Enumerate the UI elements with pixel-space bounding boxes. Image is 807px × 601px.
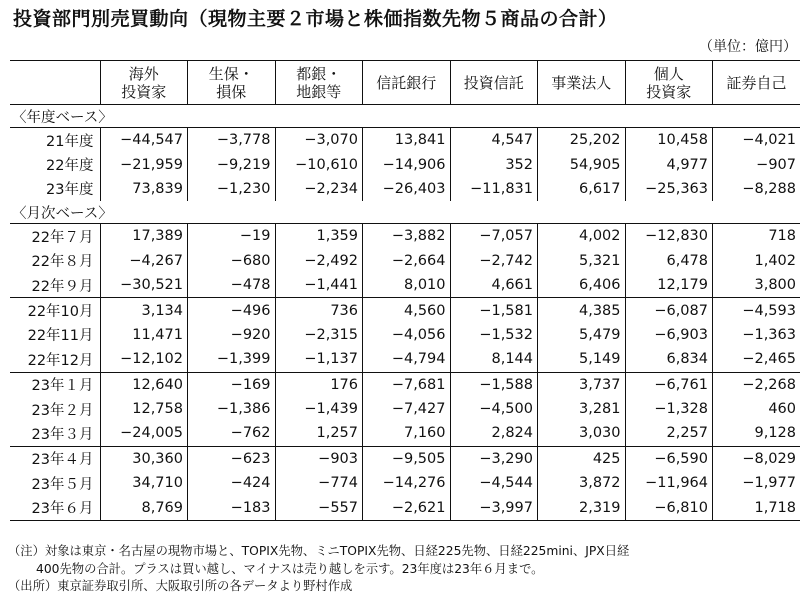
value-cell: −2,664 xyxy=(363,249,451,273)
value-cell: −903 xyxy=(275,446,363,471)
value-cell: −907 xyxy=(713,152,801,176)
source-line: （出所）東京証券取引所、大阪取引所の各データより野村作成 xyxy=(8,579,353,593)
row-label: 23年４月 xyxy=(10,446,100,471)
row-label: 23年６月 xyxy=(10,495,100,520)
value-cell: −1,441 xyxy=(275,273,363,298)
value-cell: −3,882 xyxy=(363,224,451,249)
section-row xyxy=(10,105,800,128)
value-cell: 8,010 xyxy=(363,273,451,298)
value-cell: −4,056 xyxy=(363,323,451,347)
value-cell: 1,402 xyxy=(713,249,801,273)
value-cell: 3,872 xyxy=(538,471,626,495)
row-label: 22年10月 xyxy=(10,298,100,323)
value-cell: 2,319 xyxy=(538,495,626,520)
value-cell: 4,547 xyxy=(450,128,538,153)
value-cell: −6,590 xyxy=(625,446,713,471)
value-cell: 25,202 xyxy=(538,128,626,153)
row-label: 22年12月 xyxy=(27,352,94,369)
value-cell: −1,363 xyxy=(713,323,801,347)
value-cell: 718 xyxy=(713,224,801,249)
value-cell: −557 xyxy=(275,495,363,520)
value-cell: −1,386 xyxy=(188,397,276,421)
value-cell: 3,737 xyxy=(538,372,626,397)
value-cell: −7,057 xyxy=(450,224,538,249)
column-header: 証券自己 xyxy=(713,61,801,105)
value-cell: −920 xyxy=(188,323,276,347)
row-label: 23年１月 xyxy=(10,372,100,397)
row-label: 22年７月 xyxy=(31,229,94,246)
column-header: 海外 投資家 xyxy=(100,61,188,105)
value-cell: −1,588 xyxy=(450,372,538,397)
column-header: 信託銀行 xyxy=(363,61,451,105)
value-cell: 736 xyxy=(275,298,363,323)
table-row xyxy=(10,446,800,471)
value-cell: −2,492 xyxy=(275,249,363,273)
value-cell: 12,179 xyxy=(625,273,713,298)
value-cell: −4,593 xyxy=(713,298,801,323)
value-cell: −9,219 xyxy=(188,152,276,176)
value-cell: −1,581 xyxy=(450,298,538,323)
value-cell: −8,029 xyxy=(713,446,801,471)
row-label: 21年度 xyxy=(46,133,94,150)
value-cell: 2,824 xyxy=(450,421,538,446)
value-cell: −2,234 xyxy=(275,177,363,201)
table-row xyxy=(10,224,800,249)
value-cell: −3,997 xyxy=(450,495,538,520)
value-cell: −1,439 xyxy=(275,397,363,421)
value-cell: −26,403 xyxy=(363,177,451,201)
value-cell: −623 xyxy=(188,446,276,471)
trading-table xyxy=(10,60,800,521)
value-cell: −2,621 xyxy=(363,495,451,520)
value-cell: −25,363 xyxy=(625,177,713,201)
value-cell: −14,906 xyxy=(363,152,451,176)
header-corner xyxy=(10,61,100,105)
row-label: 22年11月 xyxy=(27,328,94,345)
value-cell: −762 xyxy=(188,421,276,446)
value-cell: −24,005 xyxy=(100,421,188,446)
value-cell: −1,328 xyxy=(625,397,713,421)
value-cell: 4,002 xyxy=(538,224,626,249)
value-cell: 4,560 xyxy=(363,298,451,323)
value-cell: −4,500 xyxy=(450,397,538,421)
value-cell: 1,359 xyxy=(275,224,363,249)
value-cell: 4,661 xyxy=(450,273,538,298)
value-cell: 425 xyxy=(538,446,626,471)
table-row xyxy=(10,298,800,323)
value-cell: −6,087 xyxy=(625,298,713,323)
row-label: 22年８月 xyxy=(31,254,94,271)
value-cell: −4,544 xyxy=(450,471,538,495)
value-cell: 3,134 xyxy=(100,298,188,323)
value-cell: −12,102 xyxy=(100,347,188,372)
value-cell: −680 xyxy=(188,249,276,273)
table-row xyxy=(10,471,800,495)
value-cell: −4,267 xyxy=(100,249,188,273)
note-line: 400先物の合計。プラスは買い越し、マイナスは売り越しを示す。23年度は23年６月まで。 xyxy=(36,561,544,576)
value-cell: 8,144 xyxy=(450,347,538,372)
value-cell: −7,427 xyxy=(363,397,451,421)
value-cell: 2,257 xyxy=(625,421,713,446)
value-cell: −496 xyxy=(188,298,276,323)
value-cell: 12,640 xyxy=(100,372,188,397)
row-label: 23年５月 xyxy=(31,476,94,493)
value-cell: 73,839 xyxy=(100,177,188,201)
notes xyxy=(8,543,629,596)
value-cell: −774 xyxy=(275,471,363,495)
value-cell: 5,479 xyxy=(538,323,626,347)
value-cell: 352 xyxy=(450,152,538,176)
value-cell: −30,521 xyxy=(100,273,188,298)
value-cell: −1,137 xyxy=(275,347,363,372)
value-cell: −12,830 xyxy=(625,224,713,249)
value-cell: −8,288 xyxy=(713,177,801,201)
value-cell: 13,841 xyxy=(363,128,451,153)
value-cell: −424 xyxy=(188,471,276,495)
section-label: 〈月次ベース〉 xyxy=(10,201,800,224)
column-header: 都銀・ 地銀等 xyxy=(275,61,363,105)
value-cell: 54,905 xyxy=(538,152,626,176)
table-row xyxy=(10,372,800,397)
value-cell: 30,360 xyxy=(100,446,188,471)
table-row xyxy=(10,177,800,201)
value-cell: 4,977 xyxy=(625,152,713,176)
value-cell: −6,903 xyxy=(625,323,713,347)
value-cell: 4,385 xyxy=(538,298,626,323)
value-cell: 6,406 xyxy=(538,273,626,298)
value-cell: 3,030 xyxy=(538,421,626,446)
header-row xyxy=(10,61,800,105)
value-cell: −6,761 xyxy=(625,372,713,397)
section-label: 〈年度ベース〉 xyxy=(10,105,800,128)
table-row xyxy=(10,347,800,372)
value-cell: 17,389 xyxy=(100,224,188,249)
value-cell: −21,959 xyxy=(100,152,188,176)
column-header: 事業法人 xyxy=(538,61,626,105)
value-cell: −4,794 xyxy=(363,347,451,372)
value-cell: −4,021 xyxy=(713,128,801,153)
value-cell: 1,257 xyxy=(275,421,363,446)
value-cell: −6,810 xyxy=(625,495,713,520)
row-label: 23年３月 xyxy=(31,426,94,443)
value-cell: −2,465 xyxy=(713,347,801,372)
table-row xyxy=(10,323,800,347)
value-cell: 5,321 xyxy=(538,249,626,273)
value-cell: 34,710 xyxy=(100,471,188,495)
value-cell: 12,758 xyxy=(100,397,188,421)
value-cell: −1,532 xyxy=(450,323,538,347)
value-cell: −478 xyxy=(188,273,276,298)
row-label: 22年度 xyxy=(46,158,94,175)
value-cell: −1,230 xyxy=(188,177,276,201)
table-row xyxy=(10,249,800,273)
value-cell: −14,276 xyxy=(363,471,451,495)
value-cell: 6,478 xyxy=(625,249,713,273)
value-cell: −169 xyxy=(188,372,276,397)
value-cell: −10,610 xyxy=(275,152,363,176)
value-cell: 5,149 xyxy=(538,347,626,372)
value-cell: 176 xyxy=(275,372,363,397)
table-row xyxy=(10,397,800,421)
value-cell: −2,742 xyxy=(450,249,538,273)
value-cell: −11,831 xyxy=(450,177,538,201)
table-row xyxy=(10,495,800,520)
value-cell: −2,315 xyxy=(275,323,363,347)
value-cell: −11,964 xyxy=(625,471,713,495)
value-cell: −3,070 xyxy=(275,128,363,153)
value-cell: 8,769 xyxy=(100,495,188,520)
value-cell: −3,778 xyxy=(188,128,276,153)
column-header: 生保・ 損保 xyxy=(188,61,276,105)
value-cell: −183 xyxy=(188,495,276,520)
value-cell: −7,681 xyxy=(363,372,451,397)
row-label: 22年９月 xyxy=(31,278,94,295)
column-header: 個人 投資家 xyxy=(625,61,713,105)
table-row xyxy=(10,152,800,176)
value-cell: 3,800 xyxy=(713,273,801,298)
note-line: （注）対象は東京・名古屋の現物市場と、TOPIX先物、ミニTOPIX先物、日経225先物、日経225mini、JPX日経 xyxy=(8,544,630,558)
value-cell: 3,281 xyxy=(538,397,626,421)
value-cell: 11,471 xyxy=(100,323,188,347)
value-cell: −1,977 xyxy=(713,471,801,495)
table-row xyxy=(10,421,800,446)
unit-label: （単位：億円） xyxy=(699,39,797,55)
value-cell: 1,718 xyxy=(713,495,801,520)
value-cell: −9,505 xyxy=(363,446,451,471)
table-row xyxy=(10,128,800,153)
row-label: 23年度 xyxy=(46,182,94,199)
value-cell: −3,290 xyxy=(450,446,538,471)
value-cell: 7,160 xyxy=(363,421,451,446)
value-cell: 460 xyxy=(713,397,801,421)
section-row xyxy=(10,201,800,224)
value-cell: −2,268 xyxy=(713,372,801,397)
value-cell: −19 xyxy=(188,224,276,249)
value-cell: 10,458 xyxy=(625,128,713,153)
table-row xyxy=(10,273,800,298)
page-title: 投資部門別売買動向（現物主要２市場と株価指数先物５商品の合計） xyxy=(13,8,618,30)
value-cell: 9,128 xyxy=(713,421,801,446)
value-cell: 6,617 xyxy=(538,177,626,201)
value-cell: 6,834 xyxy=(625,347,713,372)
value-cell: −1,399 xyxy=(188,347,276,372)
value-cell: −44,547 xyxy=(100,128,188,153)
row-label: 23年２月 xyxy=(31,402,94,419)
column-header: 投資信託 xyxy=(450,61,538,105)
